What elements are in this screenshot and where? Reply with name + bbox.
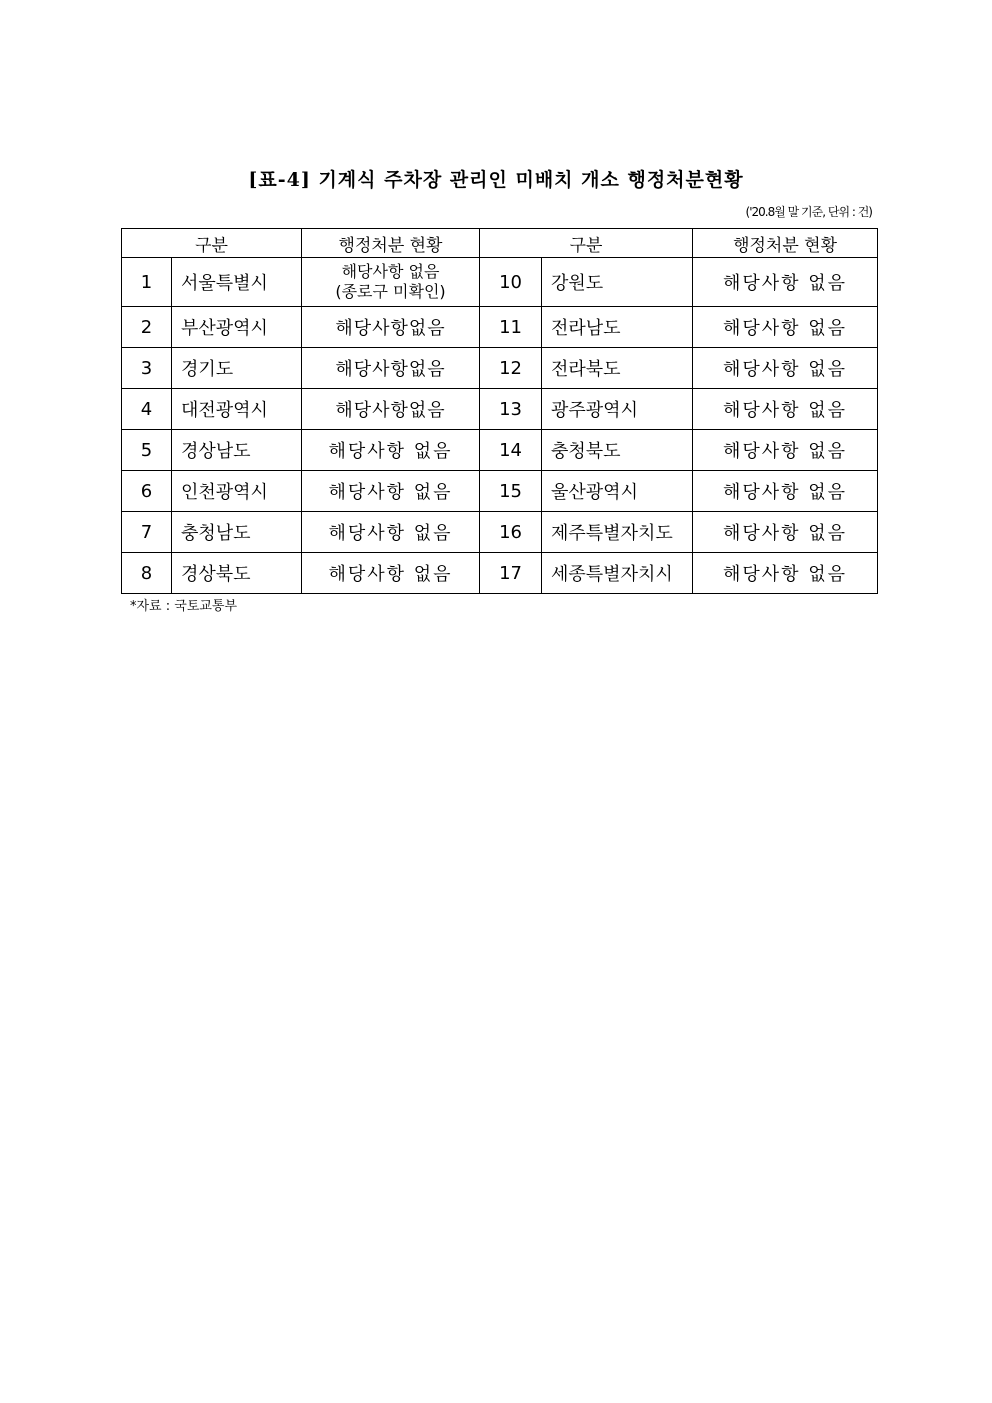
status-left-line1: 해당사항 없음 bbox=[341, 262, 440, 281]
status-right: 해당사항 없음 bbox=[693, 258, 878, 307]
status-right: 해당사항 없음 bbox=[693, 553, 878, 594]
status-right: 해당사항 없음 bbox=[693, 348, 878, 389]
status-left: 해당사항없음 bbox=[302, 307, 480, 348]
header-status-right: 행정처분 현황 bbox=[693, 229, 878, 258]
status-left-line2: (종로구 미확인) bbox=[335, 282, 446, 301]
disposition-table bbox=[121, 228, 878, 594]
header-status-left: 행정처분 현황 bbox=[302, 229, 480, 258]
region-left: 부산광역시 bbox=[172, 307, 302, 348]
row-number-left: 6 bbox=[122, 471, 172, 512]
status-left: 해당사항 없음 bbox=[302, 553, 480, 594]
row-number-left: 8 bbox=[122, 553, 172, 594]
region-left: 인천광역시 bbox=[172, 471, 302, 512]
row-number-left: 3 bbox=[122, 348, 172, 389]
region-left: 경상북도 bbox=[172, 553, 302, 594]
region-left: 대전광역시 bbox=[172, 389, 302, 430]
table-row bbox=[122, 389, 878, 430]
row-number-right: 12 bbox=[480, 348, 542, 389]
region-right: 제주특별자치도 bbox=[542, 512, 693, 553]
table-row bbox=[122, 430, 878, 471]
row-number-right: 15 bbox=[480, 471, 542, 512]
table-row bbox=[122, 258, 878, 307]
status-right: 해당사항 없음 bbox=[693, 389, 878, 430]
status-right: 해당사항 없음 bbox=[693, 471, 878, 512]
status-left: 해당사항없음 bbox=[302, 389, 480, 430]
status-right: 해당사항 없음 bbox=[693, 512, 878, 553]
row-number-right: 10 bbox=[480, 258, 542, 307]
row-number-left: 4 bbox=[122, 389, 172, 430]
row-number-right: 13 bbox=[480, 389, 542, 430]
region-right: 전라북도 bbox=[542, 348, 693, 389]
region-left: 경상남도 bbox=[172, 430, 302, 471]
table-row bbox=[122, 307, 878, 348]
region-right: 강원도 bbox=[542, 258, 693, 307]
source-note: *자료 : 국토교통부 bbox=[130, 599, 238, 614]
table-title: [표-4] 기계식 주차장 관리인 미배치 개소 행정처분현황 bbox=[248, 169, 744, 191]
region-right: 충청북도 bbox=[542, 430, 693, 471]
basis-note: ('20.8월 말 기준, 단위 : 건) bbox=[745, 205, 872, 219]
status-left: 해당사항없음 bbox=[302, 348, 480, 389]
region-left: 경기도 bbox=[172, 348, 302, 389]
row-number-right: 14 bbox=[480, 430, 542, 471]
region-right: 세종특별자치시 bbox=[542, 553, 693, 594]
status-right: 해당사항 없음 bbox=[693, 307, 878, 348]
region-right: 울산광역시 bbox=[542, 471, 693, 512]
status-left bbox=[302, 258, 480, 307]
row-number-left: 2 bbox=[122, 307, 172, 348]
status-left: 해당사항 없음 bbox=[302, 512, 480, 553]
region-left: 서울특별시 bbox=[172, 258, 302, 307]
status-right: 해당사항 없음 bbox=[693, 430, 878, 471]
region-right: 전라남도 bbox=[542, 307, 693, 348]
row-number-right: 17 bbox=[480, 553, 542, 594]
table-row bbox=[122, 348, 878, 389]
row-number-left: 7 bbox=[122, 512, 172, 553]
region-right: 광주광역시 bbox=[542, 389, 693, 430]
table-row bbox=[122, 471, 878, 512]
header-category-right: 구분 bbox=[480, 229, 693, 258]
table-row bbox=[122, 512, 878, 553]
status-left: 해당사항 없음 bbox=[302, 471, 480, 512]
header-category-left: 구분 bbox=[122, 229, 302, 258]
header-row bbox=[122, 229, 878, 258]
row-number-right: 11 bbox=[480, 307, 542, 348]
row-number-left: 1 bbox=[122, 258, 172, 307]
row-number-left: 5 bbox=[122, 430, 172, 471]
row-number-right: 16 bbox=[480, 512, 542, 553]
region-left: 충청남도 bbox=[172, 512, 302, 553]
table-row bbox=[122, 553, 878, 594]
status-left: 해당사항 없음 bbox=[302, 430, 480, 471]
